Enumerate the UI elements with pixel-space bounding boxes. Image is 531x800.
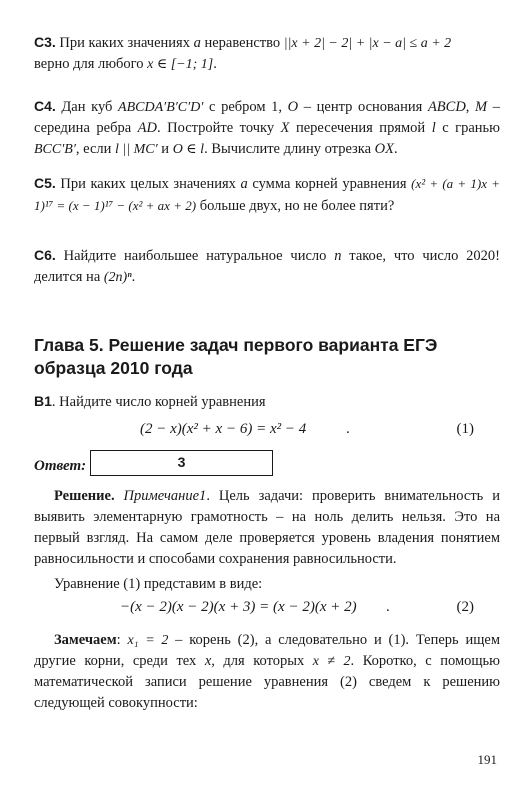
c4-parallel-formula: l || MC′ <box>115 142 158 157</box>
problem-b1-label: В1 <box>34 393 52 409</box>
c4-face-formula: BCC′B′ <box>34 142 76 157</box>
remark-paragraph: Замечаем: x₁ = 2 – корень (2), а следовательно и (1). Теперь ищем другие корни, среди тех x, для которых x ≠ 2. Коротко, с помощью математической записи решение уравнения (2) сведем к решению следующей совокупности: <box>34 632 501 711</box>
chapter-heading: Глава 5. Решение задач первого варианта ЕГЭ образца 2010 года <box>34 335 438 378</box>
equation-1-number: (1) <box>456 421 474 437</box>
c4-cube-formula: ABCDA′B′C′D′ <box>118 100 204 115</box>
equation-2-number: (2) <box>456 599 474 615</box>
equation-1: (2 − x)(x² + x − 6) = x² − 4 . (1) <box>140 421 474 437</box>
problem-c5-label: С5. <box>34 175 56 191</box>
remark-label: Замечаем <box>54 632 117 648</box>
c4-membership-formula: O ∈ l <box>172 142 205 157</box>
c3-interval-formula: x ∈ [−1; 1] <box>147 57 214 72</box>
problem-c3: С3. При каких значениях a неравенство ||x + 2| − 2| + |x − a| ≤ a + 2 верно для любого x ∈ [−1; 1]. <box>34 34 452 72</box>
problem-b1: В1. Найдите число корней уравнения <box>34 393 266 410</box>
solution-label: Решение <box>54 488 111 504</box>
answer-label: Ответ: <box>34 458 87 474</box>
solution-note-label: Примечание1 <box>123 488 207 504</box>
equation-1-formula: (2 − x)(x² + x − 6) = x² − 4 <box>140 421 307 437</box>
equation-2: −(x − 2)(x − 2)(x + 3) = (x − 2)(x + 2) . (2) <box>120 599 474 615</box>
c3-inequality-formula: ||x + 2| − 2| + |x − a| ≤ a + 2 <box>283 36 452 51</box>
remark-root-formula: x₁ = 2 <box>127 633 169 648</box>
page-number: 191 <box>477 752 497 767</box>
problem-c6-label: С6. <box>34 247 56 263</box>
c5-equation-formula: (x² + (a + 1)x + 1)¹⁷ = (x − 1)¹⁷ − (x² + ax + 2) <box>34 176 500 213</box>
representation-text: Уравнение (1) представим в виде: <box>54 576 263 592</box>
c6-power-formula: (2n)ⁿ <box>103 270 132 285</box>
problem-c6: С6. Найдите наибольшее натуральное число n такое, что число 2020! делится на (2n)ⁿ. <box>34 247 500 285</box>
equation-2-formula: −(x − 2)(x − 2)(x + 3) = (x − 2)(x + 2) <box>120 599 357 615</box>
answer-box <box>90 450 273 476</box>
solution-paragraph: Решение. Примечание1. Цель задачи: проверить внимательность и выявить элементарную грамотность – на ноль делить нельзя. Это на первый взгляд. На самом деле проверяется уровень владения понятием равносильности и способами сохранения равносильности. <box>34 488 501 567</box>
problem-c3-label: С3. <box>34 34 56 50</box>
problem-c5: С5. При каких целых значениях a сумма корней уравнения (x² + (a + 1)x + 1)¹⁷ = (x − 1)¹⁷ − (x² + ax + 2) больше двух, но не более пяти? <box>34 175 500 214</box>
answer-value: 3 <box>177 454 186 470</box>
problem-c4: С4. Дан куб ABCDA′B′C′D′ с ребром 1, O – центр основания ABCD, M – середина ребра AD. Постройте точку X пересечения прямой l с гранью BCC′B′, если l || MC′ и O ∈ l. Вычислите длину отрезка OX. <box>34 98 501 157</box>
remark-condition-formula: x ≠ 2 <box>312 654 351 669</box>
problem-c4-label: С4. <box>34 98 56 114</box>
